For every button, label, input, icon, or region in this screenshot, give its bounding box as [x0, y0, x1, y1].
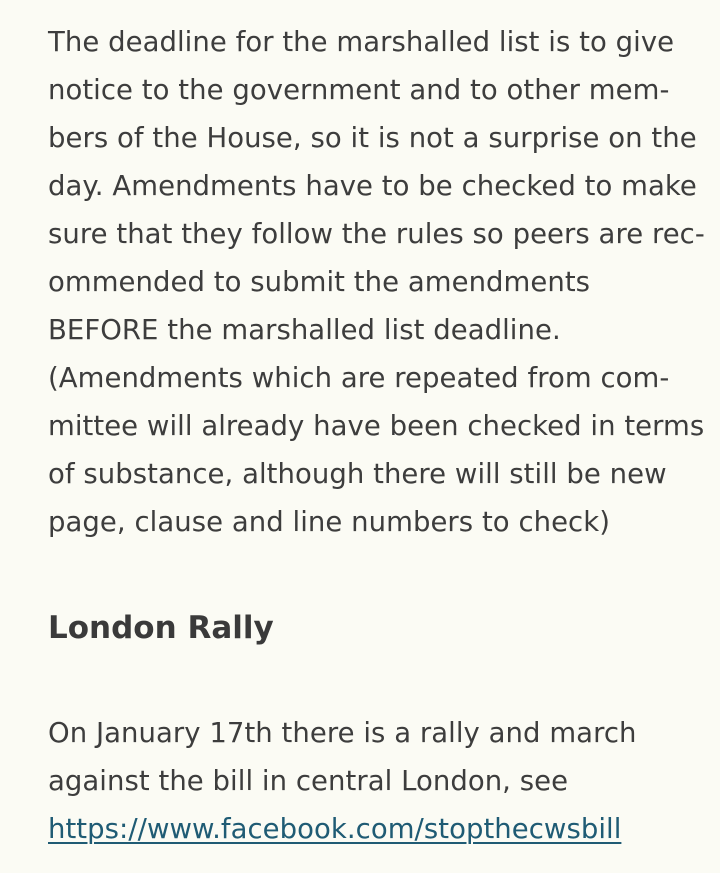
paragraph-line: against the bill in central London, see: [48, 765, 569, 797]
section-heading-london-rally: London Rally: [48, 610, 274, 646]
paragraph-line: day. Amendments have to be checked to make: [48, 170, 697, 202]
london-rally-paragraph: [48, 709, 688, 853]
paragraph-line: On January 17th there is a rally and march: [48, 717, 637, 749]
facebook-link[interactable]: https://www.facebook.com/stopthecwsbill: [48, 813, 622, 845]
paragraph-line: page, clause and line numbers to check): [48, 506, 610, 538]
marshalled-list-paragraph: [48, 18, 705, 546]
paragraph-line: (Amendments which are repeated from com-: [48, 362, 670, 394]
paragraph-line: sure that they follow the rules so peers are rec-: [48, 218, 705, 250]
article-body: [48, 18, 705, 853]
paragraph-line: The deadline for the marshalled list is to give: [48, 26, 675, 58]
paragraph-line: bers of the House, so it is not a surprise on the: [48, 122, 697, 154]
paragraph-line: BEFORE the marshalled list deadline.: [48, 314, 561, 346]
paragraph-line: of substance, although there will still be new: [48, 458, 667, 490]
paragraph-line: ommended to submit the amendments: [48, 266, 591, 298]
facebook-link-line: [48, 805, 688, 853]
paragraph-line: notice to the government and to other mem-: [48, 74, 670, 106]
paragraph-line: mittee will already have been checked in terms: [48, 410, 705, 442]
